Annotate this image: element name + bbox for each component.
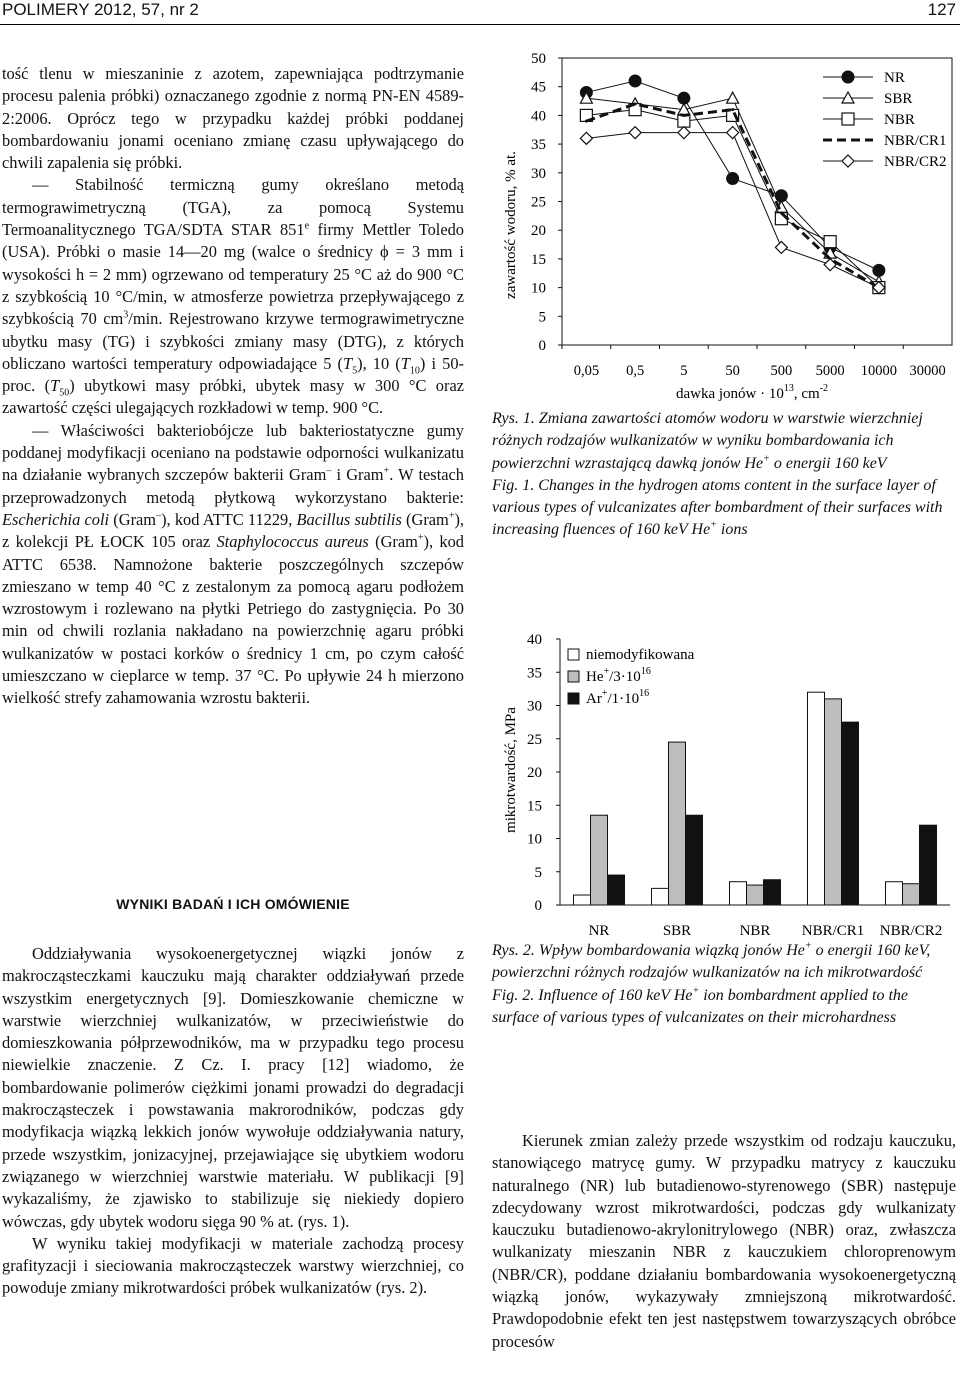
fig2-legend-label: niemodyfikowana: [586, 647, 695, 663]
fig1-caption-en: Fig. 1. Changes in the hydrogen atoms content in the surface layer of various types of vulcanizates after bombardment of their surfaces with increasing fluences of 160 keV He+ ions: [492, 476, 943, 539]
fig2-x-tick-label: NBR: [739, 923, 771, 939]
fig2-y-tick-label: 35: [527, 665, 542, 682]
fig1-point-nbr-cr1: [634, 102, 637, 105]
fig2-bar: [686, 815, 703, 905]
fig1-y-tick-label: 15: [531, 251, 546, 268]
fig1-x-tick-label: 5: [680, 363, 688, 379]
fig2-bar: [764, 880, 781, 905]
fig2-x-tick-label: NBR/CR2: [879, 923, 943, 939]
fig1-point-nbr: [678, 115, 690, 127]
fig2-bar: [886, 882, 903, 905]
section-heading: WYNIKI BADAŃ I ICH OMÓWIENIE: [116, 896, 350, 912]
fig2-caption-pl: Rys. 2. Wpływ bombardowania wiązką jonów He+ o energii 160 keV, powierzchni różnych rodzajów wulkanizatów na ich mikrotwardość: [492, 940, 931, 982]
fig2-bar: [825, 699, 842, 905]
fig2-y-axis-label: mikrotwardość, MPa: [503, 707, 519, 833]
fig2-legend-swatch: [568, 671, 579, 682]
paragraph-direction-of-changes: Kierunek zmian zależy przede wszystkim od rodzaju kauczuku, stanowiącego matrycę gumy. W przypadku matrycy z kauczuku naturalnego (NR) lub butadienowo-styrenowego (SBR) następuje zdecydowany wzrost mikrotwardości, podczas gdy wulkanizaty kauczuku butadienowo-akrylonitrylowego (NBR) oraz, zwłaszcza wulkanizaty mieszanin NBR z kauczukiem chloroprenowym (NBR/CR), poddane działaniu bombardowania wysokoenergetyczną wiązką jonów, wykazywały zmniejszoną mikrotwardość. Prawdopodobnie efekt ten jest następstwem towarzyszących obróbce procesów: [492, 1131, 956, 1351]
fig1-point-nbr-cr1: [682, 114, 685, 117]
fig1-y-tick-label: 10: [531, 280, 546, 297]
fig2-legend-label: $Ar^+/1\cdot 10^{16}$: [586, 688, 650, 707]
header-rule: [0, 24, 960, 25]
left-column-upper: [2, 63, 464, 710]
fig1-point-nbr-cr2: [775, 241, 787, 253]
fig1-legend-label: NR: [884, 70, 905, 86]
fig2-legend-label: $He^+/3\cdot 10^{16}$: [586, 666, 651, 685]
fig1-legend-label: NBR/CR2: [884, 154, 947, 170]
fig2-y-tick-label: 25: [527, 731, 542, 748]
figure-1-line-chart: [490, 40, 960, 415]
fig1-caption-pl: Rys. 1. Zmiana zawartości atomów wodoru w warstwie wierzchniej różnych rodzajów wulkanizatów w wyniku bombardowania ich powierzchni wzrastającą dawką jonów He+ o energii 160 keV: [492, 410, 923, 472]
fig1-point-nbr-cr1: [731, 108, 734, 111]
fig1-legend-label: NBR/CR1: [884, 133, 947, 149]
journal-title: POLIMERY 2012, 57, nr 2: [2, 0, 199, 19]
fig2-y-tick-label: 15: [527, 798, 542, 815]
fig1-x-tick-label: 0,5: [626, 363, 645, 379]
fig1-y-tick-label: 5: [538, 309, 546, 326]
fig1-y-tick-label: 25: [531, 194, 546, 211]
fig1-point-nr: [873, 264, 885, 276]
fig1-y-tick-label: 20: [531, 223, 546, 240]
fig2-bar: [574, 895, 591, 905]
fig2-x-tick-label: SBR: [662, 923, 692, 939]
fig1-y-axis-label: zawartość wodoru, % at.: [503, 151, 519, 299]
fig2-bar: [608, 875, 625, 905]
fig2-bar: [747, 885, 764, 905]
fig1-point-nr: [775, 190, 787, 202]
fig1-y-tick-label: 50: [531, 51, 546, 67]
fig1-y-tick-label: 40: [531, 108, 546, 125]
fig1-y-tick-label: 35: [531, 137, 546, 154]
fig1-point-nbr-cr2: [629, 127, 641, 139]
fig2-bar: [591, 815, 608, 905]
fig1-y-tick-label: 30: [531, 165, 546, 182]
fig1-legend-label: SBR: [884, 91, 913, 107]
fig2-bar: [903, 884, 920, 905]
fig2-bar: [842, 722, 859, 905]
fig2-y-tick-label: 40: [527, 632, 542, 648]
fig1-point-nbr-cr2: [580, 132, 592, 144]
left-column-lower: [2, 943, 464, 1300]
fig2-x-tick-label: NR: [588, 923, 610, 939]
fig2-bar: [808, 692, 825, 905]
fig2-x-tick-label: NBR/CR1: [801, 923, 865, 939]
fig1-x-axis-label: dawka jonów · $10^{13}$, $cm^{-2}$: [675, 383, 829, 402]
figure-2-bar-chart: [490, 625, 960, 940]
fig2-legend-swatch: [568, 649, 579, 660]
fig1-legend-marker: [842, 113, 854, 125]
fig2-y-tick-label: 20: [527, 765, 542, 781]
fig2-bar: [920, 825, 937, 905]
paragraph-bacteria: — Właściwości bakteriobójcze lub bakteriostatyczne gumy poddanej modyfikacji oceniano na podstawie odporności wulkanizatu na działanie wybranych szczepów bakterii Gram– i Gram+. W testach przeprowadzonych metodą płytkową wykorzystano bakterie: Escherichia coli (Gram–), kod ATTC 11229, Bacillus subtilis (Gram+), z kolekcji PŁ ŁOCK 105 oraz Staphylococcus aureus (Gram+), kod ATTC 6538. Namnożone bakterie poszczególnych szczepów zmieszano w temp 40 °C z zestalonym za pomocą agaru podłożem wzrostowym i rozlewano na płytki Petriego do zastygnięcia. Po 30 min od chwili rozlania nakładano na powierzchnię agaru próbki wulkanizatów w postaci korków o średnicy 1 cm, po czym całość umieszczano w cieplarce w temp. 37 °C. Po upływie 24 h mierzono wielkość strefy zahamowania wzrostu bakterii.: [2, 420, 465, 708]
fig1-y-tick-label: 45: [531, 79, 546, 96]
fig1-point-nr: [629, 75, 641, 87]
page-number: 127: [927, 0, 956, 19]
fig2-legend-swatch: [568, 693, 579, 704]
fig1-legend-label: NBR: [884, 112, 915, 128]
fig2-caption-en: Fig. 2. Influence of 160 keV He+ ion bombardment applied to the surface of various types of vulcanizates on their microhardness: [492, 985, 908, 1026]
fig1-y-tick-label: 0: [538, 338, 546, 354]
paragraph-tga: — Stabilność termiczną gumy określano metodą termograwimetryczną (TGA), za pomocą Systemu Termoanalitycznego TGA/SDTA STAR 851e firmy Mettler Toledo (USA). Próbki o masie 14—20 mg (walce o średnicy ϕ = 3 mm i wysokości h = 2 mm) ogrzewano od temperatury 25 °C aż do 900 °C z szybkością 10 °C/min, w atmosferze powietrza przepływającego z szybkością 70 $cm^3/\min$. Rejestrowano krzywe termograwimetryczne ubytku masy (TG) i szybkości zmiany masy (DTG), z których obliczano wartości temperatury odpowiadające 5 $(T_5)$, 10 $(T_{10})$ i 50-proc. $(T_{50})$ ubytkowi masy próbki, ubytek masy w 300 °C oraz zawartość części ulegających rozkładowi w temp. 900 °C.: [2, 175, 465, 418]
figure-2-caption: [492, 940, 958, 1029]
fig2-bar: [730, 882, 747, 905]
fig2-y-tick-label: 30: [527, 698, 542, 715]
fig2-bar: [669, 742, 686, 905]
paragraph-modification: W wyniku takiej modyfikacji w materiale zachodzą procesy grafityzacji i sieciowania makrocząsteczek warstwy wierzchniej, co powoduje zmiany mikrotwardości próbek wulkanizatów (rys. 2).: [2, 1233, 464, 1298]
fig2-y-tick-label: 5: [534, 864, 542, 881]
fig1-legend-marker: [842, 155, 854, 167]
fig1-point-nbr-cr2: [727, 127, 739, 139]
fig2-bar: [652, 888, 669, 905]
paragraph-ion-interaction: Oddziaływania wysokoenergetycznej wiązki jonów z makrocząsteczkami kauczuku mają charakter oddziaływań przede wszystkim energetycznych [9]. Domieszkowanie chemiczne w warstwie wierzchniej wulkanizatów, w przeciwieństwie do domieszkowania półprzewodników, ma w przypadku tego procesu niewielkie znaczenie. Z Cz. I. pracy [12] wiadomo, że bombardowanie polimerów ciężkimi jonami prowadzi do degradacji makrocząsteczek i powstawania makrorodników, podczas gdy modyfikacja wiązką lekkich jonów wywołuje oddziaływania natury, przede wszystkim, jonizacyjnej, przejawiające się ubytkiem wodoru związanego w wierzchniej warstwie materiału. W publikacji [9] wykazaliśmy, że zjawisko to stabilizuje się niekiedy dopiero wówczas, gdy ubytek wodoru sięga 90 % at. (rys. 1).: [2, 944, 464, 1231]
right-column-text: [492, 1130, 956, 1353]
fig1-point-nbr: [824, 236, 836, 248]
fig2-y-tick-label: 10: [527, 831, 542, 848]
figure-1-caption: [492, 408, 958, 542]
fig1-x-tick-label: 500: [770, 363, 793, 379]
fig1-x-tick-label: 50: [725, 363, 740, 379]
paragraph-oxygen-index: tość tlenu w mieszaninie z azotem, zapewniająca podtrzymanie procesu palenia próbki) oznaczanego zgodnie z normą PN-EN 4589-2:2006. Oprócz tego w przypadku każdej próbki poddanej bombardowaniu jonami oceniano zmianę czasu upływającego do chwili zapalenia się próbki.: [2, 64, 464, 173]
fig1-x-tick-label: 10000: [860, 363, 897, 379]
fig1-point-nbr-cr1: [780, 211, 783, 214]
fig1-point-nbr-cr1: [585, 120, 588, 123]
fig1-point-nbr-cr2: [678, 127, 690, 139]
fig1-point-sbr: [727, 92, 739, 103]
fig2-y-tick-label: 0: [534, 898, 542, 914]
fig1-x-tick-label: 0,05: [573, 363, 600, 379]
fig1-x-tick-label: 5000: [815, 363, 845, 379]
fig1-point-nr: [678, 92, 690, 104]
fig1-point-nr: [727, 173, 739, 185]
fig1-x-tick-label: 30000: [909, 363, 946, 379]
fig1-series-line-sbr: [586, 98, 879, 282]
fig1-legend-marker: [842, 71, 854, 83]
